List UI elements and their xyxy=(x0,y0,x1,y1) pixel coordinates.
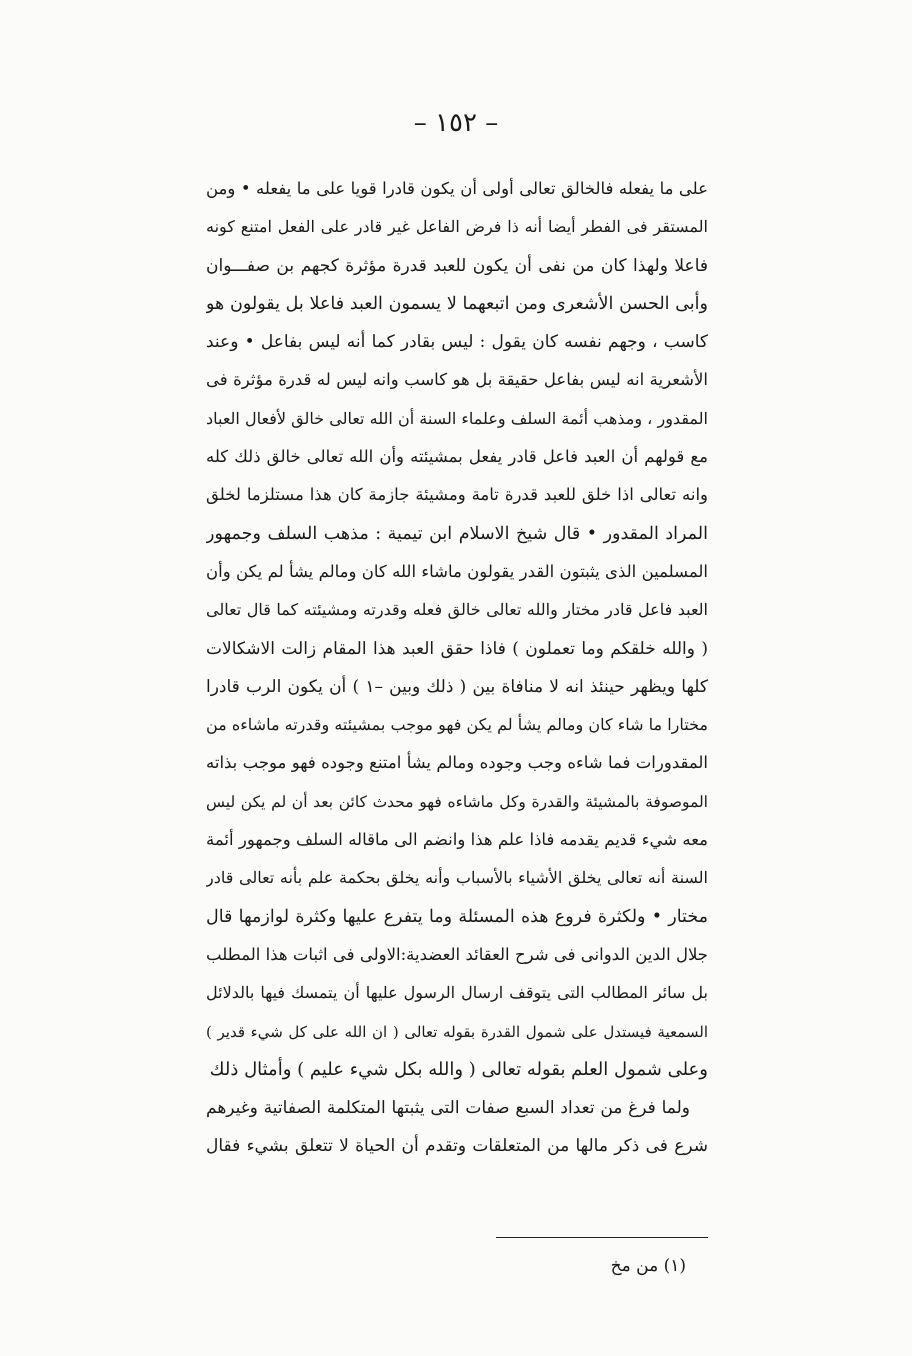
text-line: وانه تعالى اذا خلق للعبد قدرة تامة ومشيئة جازمة كان هذا مستلزما لخلق xyxy=(206,485,708,505)
text-line: مختار • ولكثرة فروع هذه المسئلة وما يتفرع عليها وكثرة لوازمها قال xyxy=(206,906,708,927)
text-line: المراد المقدور • قال شيخ الاسلام ابن تيمية : مذهب السلف وجمهور xyxy=(206,523,708,544)
text-line: الموصوفة بالمشيئة والقدرة وكل ماشاءه فهو محدث كائن بعد أن لم يكن ليس xyxy=(206,792,708,811)
text-line: المسلمين الذى يثبتون القدر يقولون ماشاء الله كان ومالم يشأ لم يكن وأن xyxy=(206,561,708,581)
text-line: السنة أنه تعالى يخلق الأشياء بالأسباب وأنه يخلق بحكمة علم بأنه تعالى قادر xyxy=(206,868,708,888)
footnote-divider xyxy=(496,1237,708,1238)
text-line: الأشعرية انه ليس بفاعل حقيقة بل هو كاسب وانه ليس له قدرة مؤثرة فى xyxy=(206,370,708,390)
text-line: كلها ويظهر حينئذ انه لا منافاة بين ( ذلك وبين –١ ) أن يكون الرب قادرا xyxy=(206,676,708,697)
text-line: شرع فى ذكر مالها من المتعلقات وتقدم أن الحياة لا تتعلق بشيء فقال xyxy=(206,1136,708,1157)
text-line: العبد فاعل قادر مختار والله تعالى خالق فعله وقدرته ومشيئته كما قال تعالى xyxy=(206,600,708,620)
text-line: المقدورات فما شاءه وجب وجوده ومالم يشأ امتنع وجوده فهو موجب بذاته xyxy=(206,753,708,773)
text-line: على ما يفعله فالخالق تعالى أولى أن يكون قادرا قويا على ما يفعله • ومن xyxy=(206,179,708,198)
text-line: وعلى شمول العلم بقوله تعالى ( والله بكل شيء عليم ) وأمثال ذلك xyxy=(209,1058,708,1080)
page-number: – ١٥٢ – xyxy=(413,108,499,138)
text-line: مختارا ما شاء كان ومالم يشأ لم يكن فهو موجب بمشيئته وقدرته ماشاءه من xyxy=(206,715,708,735)
text-line: كاسب ، وجهم نفسه كان يقول : ليس بقادر كما أنه ليس بفاعل • وعند xyxy=(206,332,708,353)
text-line: جلال الدين الدوانى فى شرح العقائد العضدية:الاولى فى اثبات هذا المطلب xyxy=(206,944,708,964)
text-line: معه شيء قديم يقدمه فاذا علم هذا وانضم الى ماقاله السلف وجمهور أئمة xyxy=(206,830,708,850)
text-line: وأبى الحسن الأشعرى ومن اتبعهما لا يسمون العبد فاعلا بل يقولون هو xyxy=(206,293,708,314)
text-line: مع قولهم أن العبد فاعل قادر يفعل بمشيئته وأن الله تعالى خالق ذلك كله xyxy=(206,447,708,467)
text-line: المستقر فى الفطر أيضا أنه ذا فرض الفاعل غير قادر على الفعل امتنع كونه xyxy=(206,217,708,237)
text-line: ( والله خلقكم وما تعملون ) فاذا حقق العبد هذا المقام زالت الاشكالات xyxy=(206,638,708,659)
text-line: المقدور ، ومذهب أئمة السلف وعلماء السنة أن الله تعالى خالق لأفعال العباد xyxy=(206,408,708,428)
body-text xyxy=(206,170,708,1166)
text-line: فاعلا ولهذا كان من نفى أن يكون للعبد قدرة مؤثرة كجهم بن صفـــوان xyxy=(206,255,708,276)
footnote: (١) من مخ xyxy=(610,1256,686,1276)
text-line: ولما فرغ من تعداد السبع صفات التى يثبتها المتكلمة الصفاتية وغيرهم xyxy=(206,1098,690,1119)
text-line: السمعية فيستدل على شمول القدرة بقوله تعالى ( ان الله على كل شيء قدير ) xyxy=(206,1022,708,1041)
text-line: بل سائر المطالب التى يتوقف ارسال الرسول عليها أن يتمسك فيها بالدلائل xyxy=(206,983,708,1003)
